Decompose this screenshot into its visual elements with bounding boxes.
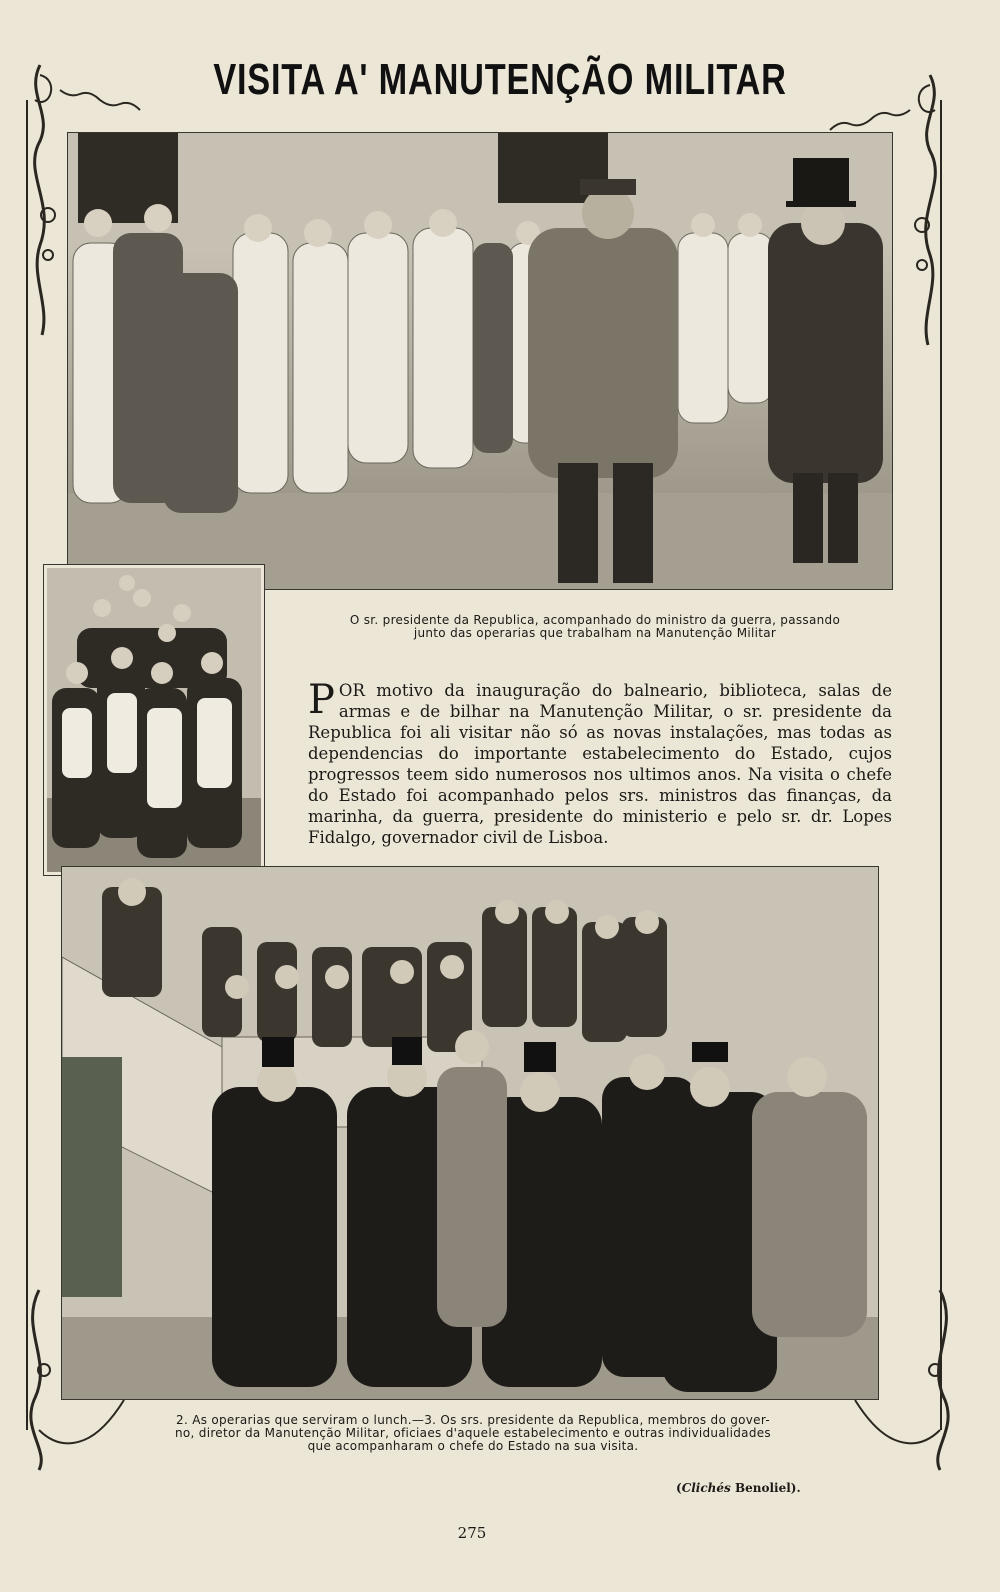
photo-illustration [62,867,878,1399]
photo1-caption-line1: O sr. presidente da Republica, acompanhado do ministro da guerra, passando [349,613,841,627]
photo-credit-name: Benoliel [734,1481,791,1495]
photo-officials-group [61,866,879,1400]
page-title: VISITA A' MANUTENÇÃO MILITAR [213,55,787,104]
photo3-caption-line3: que acompanharam o chefe do Estado na sua visita. [307,1439,639,1453]
page-number: 275 [457,1524,487,1542]
article-body [308,677,892,848]
article-text: OR motivo da inauguração do balneario, biblioteca, salas de armas e de bilhar na Manutenção Militar, o sr. presidente da Republica foi ali visitar não só as novas instalações, mas todas as dependencias do importante estabelecimento do Estado, cujos progressos teem sido numerosos nos ultimos anos. Na visita o chefe do Estado foi acompanhado pelos srs. ministros das finanças, da marinha, da guerra, presidente do ministerio e pelo sr. dr. Lopes Fidalgo, governador civil de Lisboa. [308,681,892,847]
photo-credit: (Clichés Benoliel). [676,1481,801,1495]
article-dropcap: P [308,677,335,723]
photo1-caption-line2: junto das operarias que trabalham na Manutenção Militar [413,626,777,640]
photo-president-with-workers [67,132,893,590]
photo3-caption [108,1414,838,1453]
photo-illustration [68,133,892,589]
photo3-caption-line1: 2. As operarias que serviram o lunch.—3. Os srs. presidente da Republica, membros do gover- [176,1413,770,1427]
photo-credit-label: Clichés [681,1481,731,1495]
photo-lunch-workers [44,565,264,875]
photo-illustration [47,568,261,872]
photo3-caption-line2: no, diretor da Manutenção Militar, oficiaes d'aquele estabelecimento e outras individualidades [175,1426,771,1440]
photo1-caption [300,614,890,640]
